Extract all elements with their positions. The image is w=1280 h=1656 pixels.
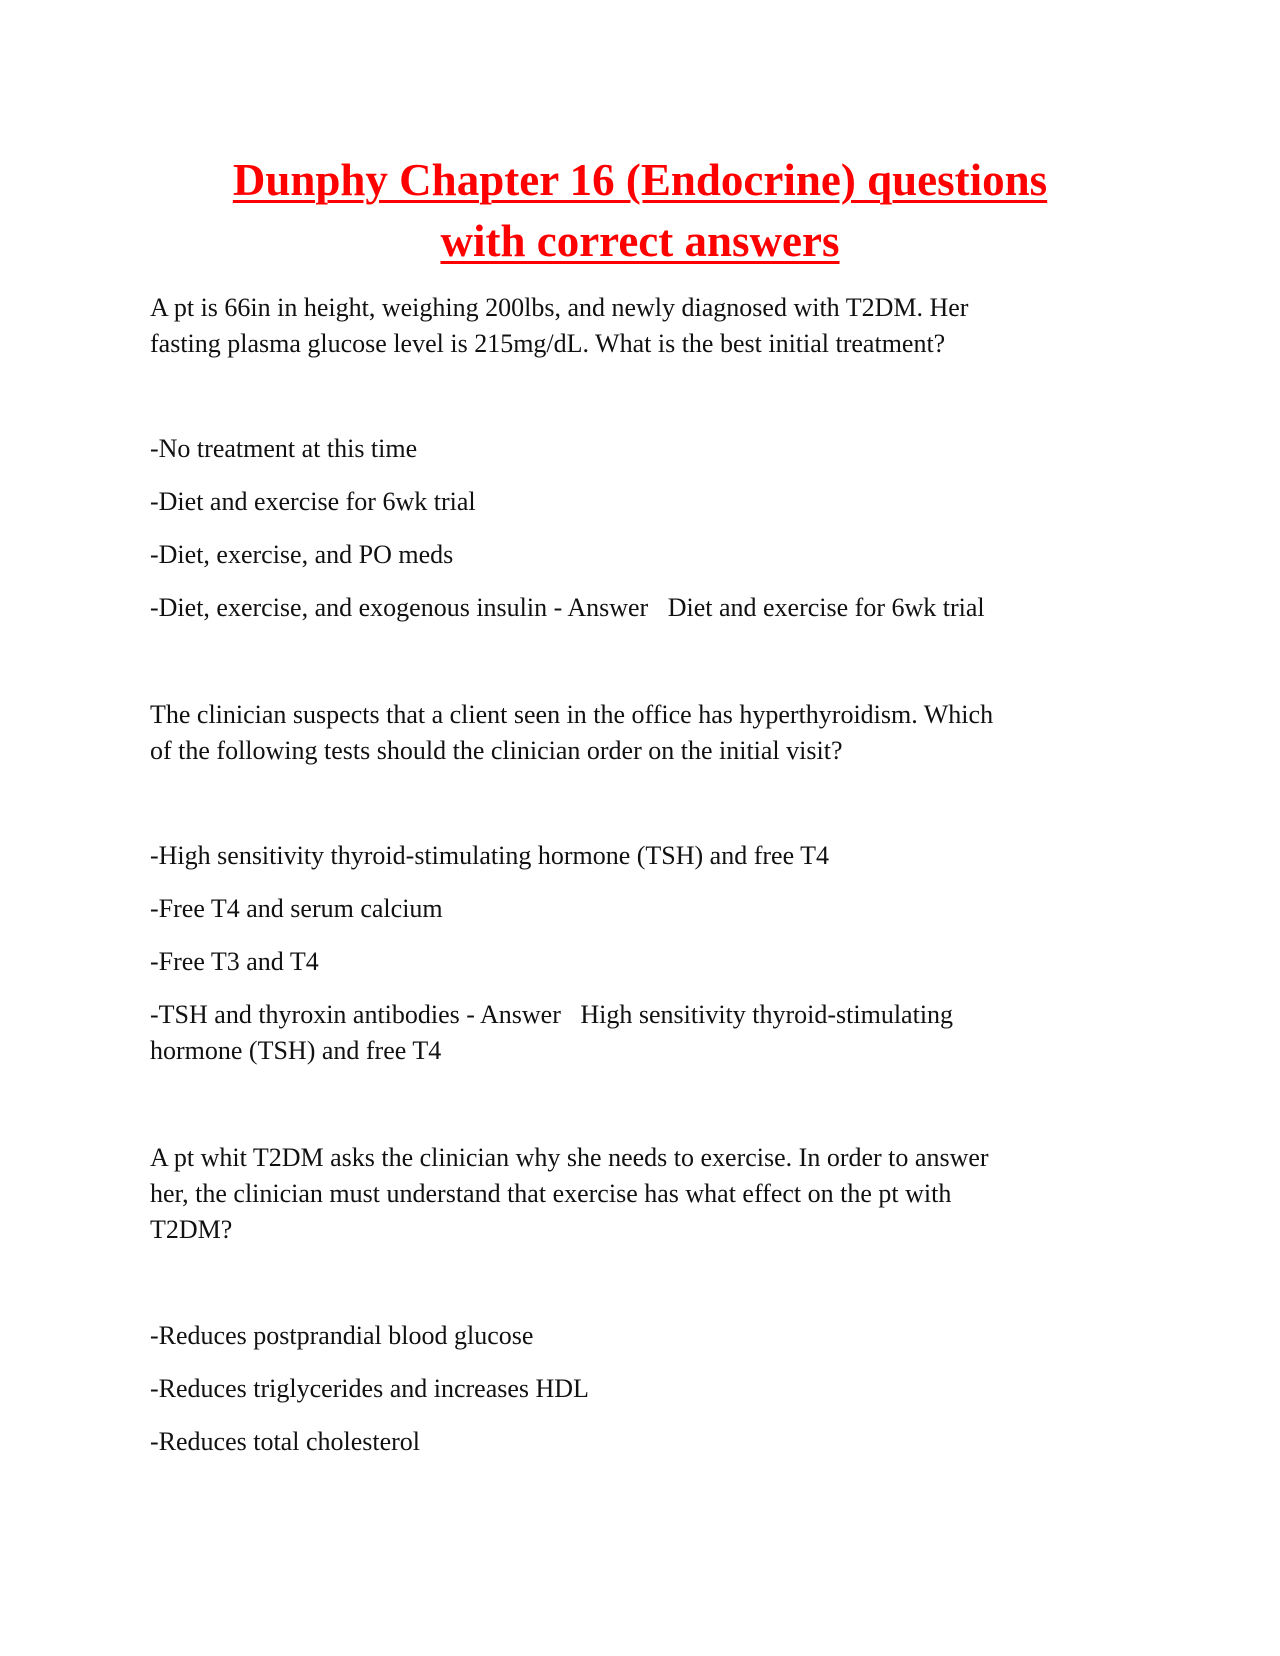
question-2-option-1: -High sensitivity thyroid-stimulating hormone (TSH) and free T4 — [150, 841, 830, 870]
question-1-option-2: -Diet and exercise for 6wk trial — [150, 487, 476, 516]
question-1-option-3: -Diet, exercise, and PO meds — [150, 540, 454, 569]
question-3-stem-line-1: A pt whit T2DM asks the clinician why she needs to exercise. In order to answer — [150, 1143, 989, 1172]
question-1-option-4 — [150, 590, 1110, 626]
question-1-stem-line-1: A pt is 66in in height, weighing 200lbs, and newly diagnosed with T2DM. Her — [150, 293, 969, 322]
title-line-1: Dunphy Chapter 16 (Endocrine) questions — [232, 155, 1048, 205]
question-1-stem-line-2: fasting plasma glucose level is 215mg/dL. What is the best initial treatment? — [150, 329, 946, 358]
question-1-answer: Diet and exercise for 6wk trial — [667, 593, 985, 622]
question-3-stem-line-2: her, the clinician must understand that exercise has what effect on the pt with — [150, 1179, 952, 1208]
question-1-option-4-text: -Diet, exercise, and exogenous insulin - Answer — [150, 593, 649, 622]
question-3-option-3: -Reduces total cholesterol — [150, 1427, 421, 1456]
question-2-answer-part-2: hormone (TSH) and free T4 — [150, 1036, 442, 1065]
question-3-option-1: -Reduces postprandial blood glucose — [150, 1321, 534, 1350]
question-2-answer-part-1: High sensitivity thyroid-stimulating — [580, 1000, 954, 1029]
question-2-option-4 — [150, 997, 1110, 1033]
question-3-option-2: -Reduces triglycerides and increases HDL — [150, 1374, 589, 1403]
question-2-option-4-text: -TSH and thyroxin antibodies - Answer — [150, 1000, 561, 1029]
title-line-2: with correct answers — [440, 216, 840, 266]
question-2-option-2: -Free T4 and serum calcium — [150, 894, 443, 923]
document-title — [140, 150, 1140, 272]
question-2-stem-line-1: The clinician suspects that a client seen in the office has hyperthyroidism. Which — [150, 700, 994, 729]
question-1-option-1: -No treatment at this time — [150, 434, 418, 463]
question-3-stem-line-3: T2DM? — [150, 1215, 233, 1244]
question-2-option-3: -Free T3 and T4 — [150, 947, 319, 976]
question-2-stem-line-2: of the following tests should the clinician order on the initial visit? — [150, 736, 843, 765]
